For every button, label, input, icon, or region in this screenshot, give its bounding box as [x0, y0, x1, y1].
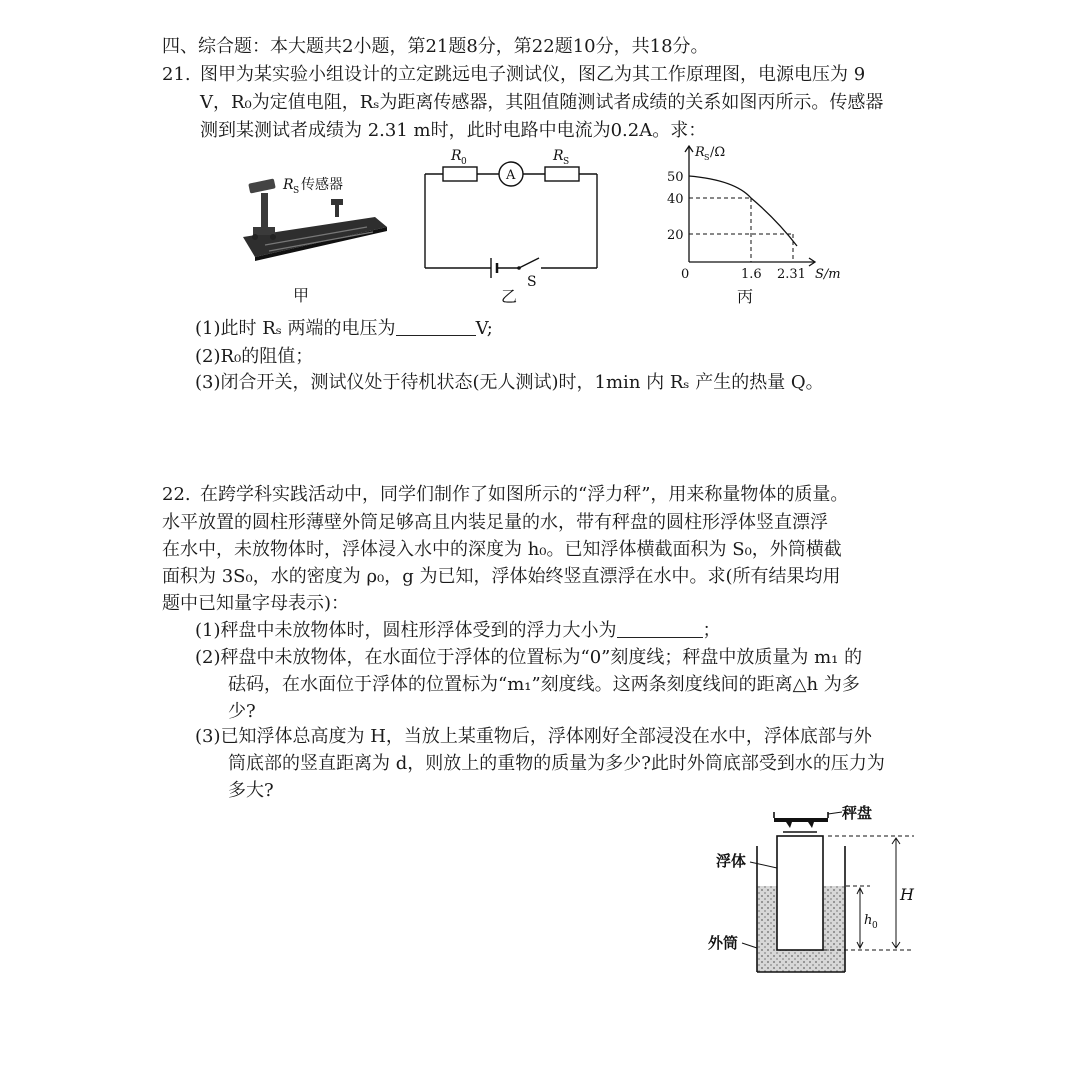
- y-axis-label-sub: S: [704, 153, 710, 162]
- rs-curve: [689, 176, 797, 246]
- figure-yi-circuit: [415, 140, 605, 310]
- q21-sub-2: (2)R₀的阻值；: [195, 346, 314, 367]
- r0-label: R: [451, 148, 462, 164]
- q22-sub-2-line-3: 少?: [228, 701, 256, 722]
- q22-sub-3-line-2: 筒底部的竖直距离为 d，则放上的重物的质量为多少?此时外筒底部受到水的压力为: [228, 753, 885, 774]
- y-tick-40: 40: [667, 192, 684, 207]
- h0-label: h: [864, 913, 873, 928]
- q21-sub-1-blank[interactable]: [396, 317, 476, 336]
- resistor-r0: [443, 167, 477, 181]
- h-total-label: H: [900, 885, 914, 904]
- switch-label: S: [527, 274, 537, 290]
- q21-sub-1: [195, 316, 493, 342]
- origin-label: 0: [681, 267, 690, 282]
- q22-sub-3-line-3: 多大?: [228, 780, 274, 801]
- q22-sub-1-end: ；: [702, 620, 721, 641]
- q22-sub-2-line-2: 砝码，在水面位于浮体的位置标为“m₁”刻度线。这两条刻度线间的距离△h 为多: [228, 674, 860, 695]
- y-axis-label: R: [695, 145, 705, 160]
- outer-tube-label: 外筒: [708, 934, 739, 952]
- h0-label-sub: 0: [872, 921, 878, 931]
- x-axis-label: S/m: [815, 267, 841, 282]
- resistor-rs: [545, 167, 579, 181]
- figure-jia-caption: 甲: [293, 286, 310, 305]
- y-axis-unit: /Ω: [710, 145, 726, 160]
- tester-stand: [261, 193, 268, 229]
- q21-stem-line-2: V，R₀为定值电阻，Rₛ为距离传感器，其阻值随测试者成绩的关系如图丙所示。传感器: [200, 92, 884, 113]
- q22-number: 22.: [162, 484, 191, 505]
- y-tick-50: 50: [667, 170, 684, 185]
- rs-label-sub: S: [563, 157, 570, 167]
- ammeter-label: A: [506, 168, 516, 183]
- sensor-label: 传感器: [301, 177, 343, 193]
- q22-stem-line-2: 水平放置的圆柱形薄壁外筒足够高且内装足量的水，带有秤盘的圆柱形浮体竖直漂浮: [162, 512, 828, 533]
- figure-buoyancy-scale: [700, 798, 930, 988]
- q22-sub-2-line-1: (2)秤盘中未放物体，在水面位于浮体的位置标为“0”刻度线；秤盘中放质量为 m₁ 的: [195, 647, 863, 668]
- switch: [519, 258, 539, 268]
- q22-sub-1: [195, 618, 721, 644]
- q22-sub-1-blank[interactable]: [617, 619, 703, 638]
- figure-bing-caption: 丙: [737, 287, 754, 306]
- float-body-label: 浮体: [716, 852, 747, 870]
- q22-stem-line-3: 在水中，未放物体时，浮体浸入水中的深度为 h₀。已知浮体横截面积为 S₀，外筒横截: [162, 539, 842, 560]
- x-tick-2-31: 2.31: [777, 267, 806, 282]
- pan-label: 秤盘: [842, 804, 873, 822]
- q21-stem-line-3: 测到某测试者成绩为 2.31 m时，此时电路中电流为0.2A。求：: [200, 120, 707, 141]
- sensor-label-r: R: [283, 177, 294, 193]
- scale-pan: [774, 818, 828, 822]
- q22-stem-line-4: 面积为 3S₀，水的密度为 ρ₀，g 为已知，浮体始终竖直漂浮在水中。求(所有结果均用: [162, 566, 841, 587]
- q21-sub-3: (3)闭合开关，测试仪处于待机状态(无人测试)时，1min 内 Rₛ 产生的热量 Q。: [195, 372, 824, 393]
- r0-label-sub: 0: [461, 157, 467, 167]
- y-tick-20: 20: [667, 228, 684, 243]
- x-tick-1-6: 1.6: [741, 267, 762, 282]
- q21-stem-line-1: 图甲为某实验小组设计的立定跳远电子测试仪，图乙为其工作原理图，电源电压为 9: [200, 64, 866, 85]
- sensor-label-sub: S: [293, 186, 300, 196]
- sensor-post: [335, 203, 339, 217]
- q21-number: 21.: [162, 64, 191, 85]
- figure-bing-graph: [655, 138, 845, 310]
- tester-display: [248, 178, 276, 193]
- section-header: 四、综合题：本大题共2小题，第21题8分，第22题10分，共18分。: [162, 36, 709, 57]
- q21-sub-1-text: (1)此时 Rₛ 两端的电压为: [195, 318, 396, 339]
- figure-jia: [235, 165, 395, 310]
- q22-sub-1-text: (1)秤盘中未放物体时，圆柱形浮体受到的浮力大小为: [195, 620, 617, 641]
- q22-sub-3-line-1: (3)已知浮体总高度为 H，当放上某重物后，浮体刚好全部浸没在水中，浮体底部与外: [195, 726, 872, 747]
- rs-label: R: [553, 148, 564, 164]
- float-body: [777, 836, 823, 950]
- q22-stem-line-5: 题中已知量字母表示)：: [162, 593, 350, 614]
- q22-stem-line-1: 在跨学科实践活动中，同学们制作了如图所示的“浮力秤”，用来称量物体的质量。: [200, 484, 849, 505]
- figure-yi-caption: 乙: [501, 287, 518, 306]
- q21-sub-1-unit: V;: [475, 318, 493, 339]
